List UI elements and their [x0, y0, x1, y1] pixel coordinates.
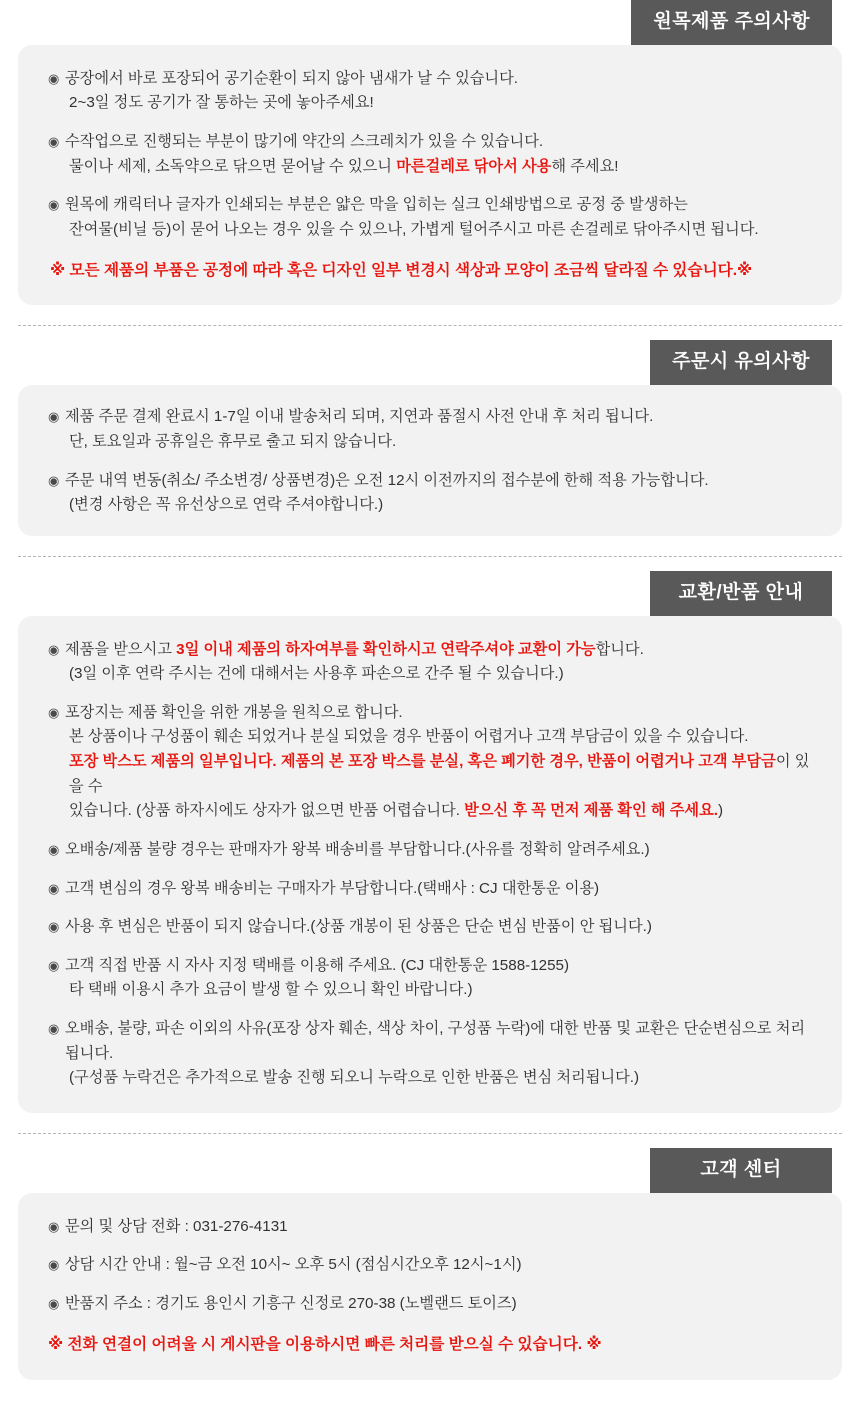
- text-line: 주문 내역 변동(취소/ 주소변경/ 상품변경)은 오전 12시 이전까지의 접수분에 한해 적용 가능합니다.: [65, 471, 709, 489]
- list-item: [48, 405, 816, 454]
- text-line: 수작업으로 진행되는 부분이 많기에 약간의 스크레치가 있을 수 있습니다.: [65, 133, 544, 151]
- bullet-icon: ◉: [48, 880, 60, 896]
- text-line: 공장에서 바로 포장되어 공기순환이 되지 않아 냄새가 날 수 있습니다.: [65, 69, 518, 87]
- text-line: 단, 토요일과 공휴일은 휴무로 출고 되지 않습니다.: [69, 432, 397, 450]
- list-item: [48, 130, 816, 179]
- list-item: [48, 1253, 816, 1278]
- section-panel: [18, 385, 842, 536]
- text-line: (구성품 누락건은 추가적으로 발송 진행 되오니 누락으로 인한 반품은 변심 처리됩니다.): [69, 1069, 640, 1087]
- section-tab-title: 원목제품 주의사항: [631, 0, 832, 45]
- tab-row: [0, 0, 860, 45]
- bullet-icon: ◉: [48, 1257, 60, 1273]
- list-item: [48, 701, 816, 824]
- text-line: (3일 이후 연락 주시는 건에 대해서는 사용후 파손으로 간주 될 수 있습니다.): [69, 665, 564, 683]
- list-item-text: [65, 193, 816, 242]
- tab-row: [0, 340, 860, 385]
- section-wood-product-caution: [0, 0, 860, 305]
- bullet-icon: ◉: [48, 134, 60, 150]
- list-item: [48, 193, 816, 242]
- text-line: [65, 155, 816, 180]
- list-item-text: [65, 67, 816, 116]
- list-item-text: [65, 405, 816, 454]
- text-part-highlight: 마른걸레로 닦아서 사용: [396, 157, 552, 175]
- bullet-icon: ◉: [48, 1218, 60, 1234]
- section-panel: [18, 45, 842, 306]
- text-line: 반품지 주소 : 경기도 용인시 기흥구 신정로 270-38 (노벨랜드 토이즈): [65, 1295, 517, 1312]
- section-order-notice: [0, 340, 860, 535]
- section-exchange-return: [0, 571, 860, 1113]
- text-part: 해 주세요!: [551, 157, 619, 175]
- text-part: 물이나 세제, 소독약으로 닦으면 묻어날 수 있으니: [69, 157, 397, 175]
- list-item-text: [65, 1017, 816, 1091]
- list-item: [48, 67, 816, 116]
- text-line: 본 상품이나 구성품이 훼손 되었거나 분실 되었을 경우 반품이 어렵거나 고객 부담금이 있을 수 있습니다.: [69, 728, 749, 746]
- list-item: [48, 469, 816, 518]
- list-item: [48, 1292, 816, 1317]
- bullet-icon: ◉: [48, 70, 60, 86]
- text-part: 제품을 받으시고: [65, 640, 177, 658]
- list-item: [48, 1017, 816, 1091]
- text-line: 2~3일 정도 공기가 잘 통하는 곳에 놓아주세요!: [69, 94, 374, 112]
- text-line: 오배송/제품 불량 경우는 판매자가 왕복 배송비를 부담합니다.(사유를 정확히 알려주세요.): [65, 840, 650, 858]
- text-line: 제품 주문 결제 완료시 1-7일 이내 발송처리 되며, 지연과 품절시 사전 안내 후 처리 됩니다.: [65, 408, 654, 426]
- text-line: [65, 799, 816, 824]
- text-part-highlight: 받으신 후 꼭 먼저 제품 확인 해 주세요.: [464, 802, 718, 820]
- text-line: 문의 및 상담 전화 : 031-276-4131: [65, 1217, 288, 1235]
- list-item-text: [65, 954, 816, 1003]
- list-item-text: [65, 1292, 816, 1317]
- section-notice: ※ 모든 제품의 부품은 공정에 따라 혹은 디자인 일부 변경시 색상과 모양이 조금씩 달라질 수 있습니다.※: [50, 261, 753, 279]
- section-customer-center: [0, 1148, 860, 1380]
- section-panel: [18, 616, 842, 1113]
- bullet-icon: ◉: [48, 919, 60, 935]
- list-item: [48, 838, 816, 863]
- list-item-text: [65, 469, 816, 518]
- text-part: 이 있을 수: [69, 753, 810, 795]
- text-line: 잔여물(비닐 등)이 묻어 나오는 경우 있을 수 있으나, 가볍게 털어주시고 마른 손걸레로 닦아주시면 됩니다.: [69, 220, 759, 238]
- list-item: [48, 1215, 816, 1240]
- list-item-text: [65, 1215, 816, 1240]
- bullet-icon: ◉: [48, 704, 60, 720]
- list-item-text: [65, 701, 816, 824]
- text-line: [65, 750, 816, 799]
- text-part: ): [717, 802, 724, 820]
- section-tab-title: 고객 센터: [650, 1148, 832, 1193]
- bullet-icon: ◉: [48, 1296, 60, 1311]
- list-item: [48, 638, 816, 687]
- list-item-text: [65, 130, 816, 179]
- list-item: [48, 915, 816, 940]
- text-line: [65, 638, 816, 663]
- text-part: 합니다.: [595, 640, 644, 658]
- text-part: 있습니다. (상품 하자시에도 상자가 없으면 반품 어렵습니다.: [69, 802, 465, 820]
- text-line: 타 택배 이용시 추가 요금이 발생 할 수 있으니 확인 바랍니다.): [69, 981, 473, 999]
- section-tab-title: 주문시 유의사항: [650, 340, 832, 385]
- text-line: 원목에 캐릭터나 글자가 인쇄되는 부분은 얇은 막을 입히는 실크 인쇄방법으로 공정 중 발생하는: [65, 196, 688, 214]
- bullet-icon: ◉: [48, 957, 60, 973]
- text-line: 오배송, 불량, 파손 이외의 사유(포장 상자 훼손, 색상 차이, 구성품 누락)에 대한 반품 및 교환은 단순변심으로 처리됩니다.: [65, 1020, 806, 1062]
- list-item-text: [65, 1253, 816, 1278]
- text-line: 고객 직접 반품 시 자사 지정 택배를 이용해 주세요. (CJ 대한통운 1588-1255): [65, 956, 570, 974]
- text-line: (변경 사항은 꼭 유선상으로 연락 주셔야합니다.): [69, 496, 384, 514]
- list-item-text: [65, 638, 816, 687]
- section-tab-title: 교환/반품 안내: [650, 571, 832, 616]
- text-line: 포장지는 제품 확인을 위한 개봉을 원칙으로 합니다.: [65, 703, 403, 721]
- list-item: [48, 954, 816, 1003]
- bullet-icon: ◉: [48, 1021, 60, 1037]
- bullet-icon: ◉: [48, 841, 60, 857]
- bullet-icon: ◉: [48, 472, 60, 488]
- list-item: [48, 877, 816, 902]
- bullet-icon: ◉: [48, 197, 60, 213]
- section-notice: ※ 전화 연결이 어려울 시 게시판을 이용하시면 빠른 처리를 받으실 수 있습니다. ※: [48, 1335, 602, 1353]
- bullet-icon: ◉: [48, 641, 60, 657]
- text-line: 상담 시간 안내 : 월~금 오전 10시~ 오후 5시 (점심시간오후 12시~1시): [65, 1256, 522, 1274]
- text-part-highlight: 포장 박스도 제품의 일부입니다. 제품의 본 포장 박스를 분실, 혹은 폐기한 경우, 반품이 어렵거나 고객 부담금: [69, 753, 776, 771]
- tab-row: [0, 1148, 860, 1193]
- text-part-highlight: 3일 이내 제품의 하자여부를 확인하시고 연락주셔야 교환이 가능: [176, 640, 596, 658]
- bullet-icon: ◉: [48, 409, 60, 425]
- tab-row: [0, 571, 860, 616]
- list-item-text: [65, 915, 816, 940]
- list-item-text: [65, 838, 816, 863]
- text-line: 사용 후 변심은 반품이 되지 않습니다.(상품 개봉이 된 상품은 단순 변심 반품이 안 됩니다.): [65, 918, 652, 936]
- list-item-text: [65, 877, 816, 902]
- text-line: 고객 변심의 경우 왕복 배송비는 구매자가 부담합니다.(택배사 : CJ 대한통운 이용): [65, 879, 600, 897]
